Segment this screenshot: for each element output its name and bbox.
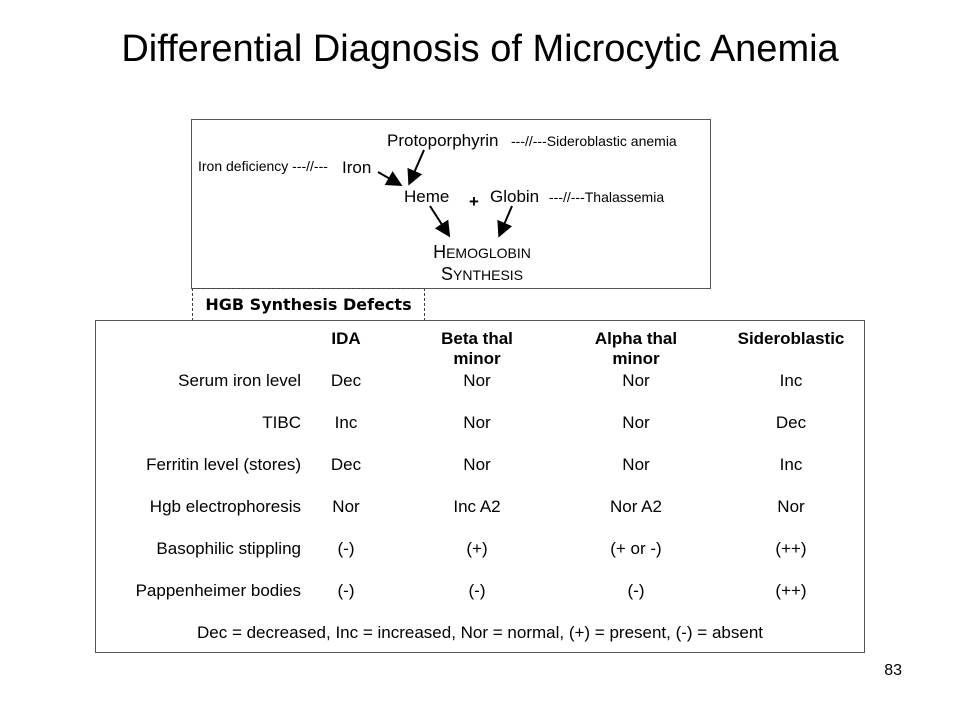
- thalassemia-label: ---//---Thalassemia: [549, 189, 665, 205]
- cell-beta-thal: (-): [468, 581, 486, 600]
- row-label: Basophilic stippling: [156, 539, 301, 558]
- table-row: [96, 581, 864, 611]
- cell-ida: (-): [337, 539, 355, 558]
- iron-label: Iron: [342, 158, 372, 177]
- table-row: [96, 371, 864, 401]
- row-label: Pappenheimer bodies: [135, 581, 301, 600]
- globin-label: Globin: [490, 187, 540, 206]
- row-label: TIBC: [262, 413, 301, 432]
- column-header-ida: IDA: [331, 329, 361, 348]
- cell-sideroblastic: (++): [775, 539, 807, 558]
- hemoglobin-initial: H: [433, 242, 447, 262]
- synthesis-diagram: [191, 119, 711, 289]
- cell-beta-thal: Nor: [463, 455, 491, 474]
- cell-beta-thal: Nor: [463, 371, 491, 390]
- cell-beta-thal: Nor: [463, 413, 491, 432]
- table-row: [96, 455, 864, 485]
- column-header-beta-thal: Beta thal minor: [441, 329, 513, 368]
- row-label: Serum iron level: [178, 371, 301, 390]
- cell-sideroblastic: Inc: [779, 455, 803, 474]
- synthesis-word: [422, 264, 542, 286]
- cell-alpha-thal: Nor: [622, 371, 650, 390]
- cell-ida: Inc: [334, 413, 358, 432]
- arrow-heme-to-hgb: [430, 206, 448, 234]
- heme-label: Heme: [404, 187, 450, 206]
- synthesis-initial: S: [440, 264, 453, 284]
- cell-alpha-thal: (+ or -): [610, 539, 662, 558]
- cell-beta-thal: Inc A2: [453, 497, 501, 516]
- hemoglobin-synthesis-label: [422, 242, 542, 286]
- arrow-protoporphyrin-to-heme: [410, 150, 424, 182]
- diagnosis-table: [95, 320, 865, 653]
- table-footnote: Dec = decreased, Inc = increased, Nor = normal, (+) = present, (-) = absent: [197, 623, 763, 642]
- cell-ida: (-): [337, 581, 355, 600]
- column-header-sideroblastic: Sideroblastic: [737, 329, 845, 348]
- slide-title: Differential Diagnosis of Microcytic Anemia: [121, 28, 839, 70]
- cell-ida: Dec: [330, 455, 362, 474]
- cell-beta-thal: (+): [466, 539, 488, 558]
- cell-alpha-thal: (-): [627, 581, 645, 600]
- table-row: [96, 413, 864, 443]
- iron-deficiency-label: Iron deficiency ---//---: [198, 158, 328, 174]
- cell-alpha-thal: Nor: [622, 455, 650, 474]
- arrow-iron-to-heme: [378, 172, 399, 184]
- cell-sideroblastic: Inc: [779, 371, 803, 390]
- cell-ida: Dec: [330, 371, 362, 390]
- table-row: [96, 539, 864, 569]
- cell-alpha-thal: Nor A2: [610, 497, 662, 516]
- column-header-alpha-thal: Alpha thal minor: [594, 329, 678, 368]
- cell-sideroblastic: Nor: [777, 497, 805, 516]
- plus-sign: +: [469, 192, 479, 211]
- row-label: Ferritin level (stores): [146, 455, 301, 474]
- arrow-globin-to-hgb: [500, 206, 512, 234]
- cell-ida: Nor: [332, 497, 360, 516]
- hemoglobin-word: [422, 242, 542, 264]
- table-row: [96, 497, 864, 527]
- page-number: 83: [884, 662, 902, 679]
- synthesis-rest: YNTHESIS: [453, 267, 524, 283]
- cell-sideroblastic: Dec: [775, 413, 807, 432]
- protoporphyrin-label: Protoporphyrin: [387, 131, 499, 150]
- cell-sideroblastic: (++): [775, 581, 807, 600]
- hemoglobin-rest: EMOGLOBIN: [446, 245, 531, 261]
- sideroblastic-anemia-label: ---//---Sideroblastic anemia: [511, 133, 677, 149]
- cell-alpha-thal: Nor: [622, 413, 650, 432]
- hgb-synthesis-defects-label: HGB Synthesis Defects: [192, 288, 425, 321]
- row-label: Hgb electrophoresis: [149, 497, 301, 516]
